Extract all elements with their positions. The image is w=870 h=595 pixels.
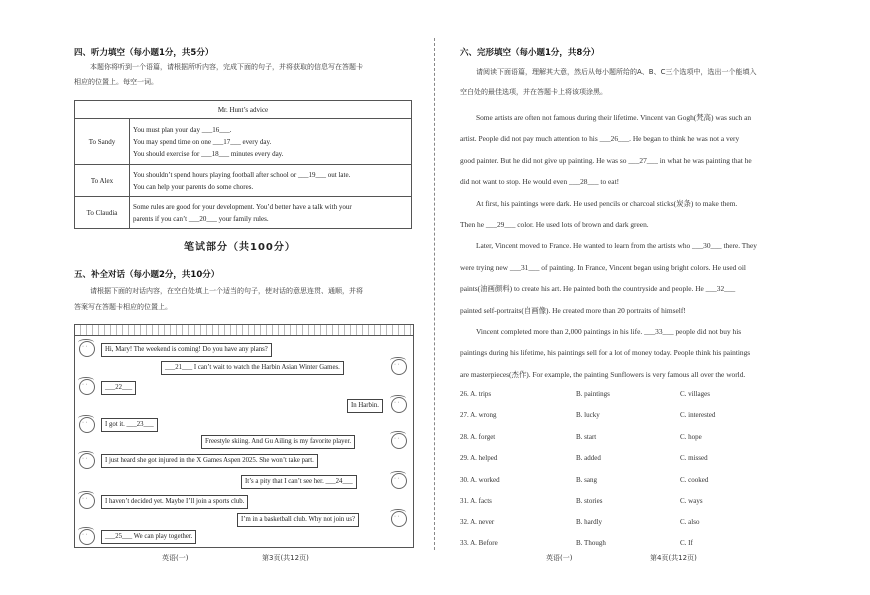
option-b: B. sang — [576, 476, 597, 484]
option-a: 29. A. helped — [460, 454, 498, 462]
passage-line: did not want to stop. He would even ___28___ to eat! — [460, 177, 620, 187]
dialog-line-right: I’m in a basketball club. Why not join us? — [237, 513, 359, 527]
boy-avatar-icon — [391, 397, 407, 413]
option-b: B. start — [576, 433, 597, 441]
option-b: B. added — [576, 454, 601, 462]
section4-instructions-2 — [74, 75, 158, 90]
advice-line: Some rules are good for your development. You’d better have a talk with your — [133, 202, 352, 211]
option-a: 28. A. forget — [460, 433, 496, 441]
instr-line: 答案写在答题卡相应的位置上。 — [74, 303, 172, 311]
option-b: B. paintings — [576, 390, 610, 398]
dialog-line-left: ___22___ — [101, 381, 136, 395]
instr-line: 请根据下面的对话内容，在空白处填上一个适当的句子，使对话的意思连贯、通顺，并将 — [90, 287, 363, 295]
instr-line: 相应的位置上。每空一词。 — [74, 78, 158, 86]
section5-instructions-2 — [74, 300, 172, 315]
section4-instructions — [90, 60, 420, 75]
footer-subject: 英语(一) — [162, 554, 189, 562]
girl-avatar-icon — [79, 379, 95, 395]
advice-line: You should exercise for ___18___ minutes every day. — [133, 149, 284, 158]
option-b: B. hardly — [576, 518, 603, 526]
girl-avatar-icon — [79, 341, 95, 357]
dialog-line-left: ___25___ We can play together. — [101, 530, 196, 544]
option-c: C. cooked — [680, 476, 709, 484]
boy-avatar-icon — [391, 433, 407, 449]
option-b: B. stories — [576, 497, 603, 505]
passage-line: artist. People did not pay much attention to his ___26___. He began to think he was not a very — [460, 134, 740, 144]
advice-row-label: To Claudia — [75, 197, 130, 229]
dialog-line-right: Freestyle skiing. And Gu Ailing is my favorite player. — [201, 435, 355, 449]
footer-subject: 英语(一) — [546, 554, 573, 562]
passage-line: At first, his paintings were dark. He used pencils or charcoal sticks(炭条) to make them. — [476, 198, 738, 208]
passage-line: were trying new ___31___ of painting. In France, Vincent began using bright colors. He used oil — [460, 262, 746, 272]
option-c: C. villages — [680, 390, 710, 398]
advice-line: You may spend time on one ___17___ every day. — [133, 137, 272, 146]
advice-row-text — [130, 119, 412, 165]
boy-avatar-icon — [391, 359, 407, 375]
dialog-topbar — [75, 325, 413, 336]
advice-row-text — [130, 165, 412, 197]
page-divider — [434, 38, 435, 550]
dialog-line-left: Hi, Mary! The weekend is coming! Do you have any plans? — [101, 343, 272, 357]
advice-table-title: Mr. Hunt’s advice — [75, 101, 412, 119]
advice-table — [74, 100, 412, 229]
advice-line: You shouldn’t spend hours playing football after school or ___19___ out late. — [133, 170, 351, 179]
girl-avatar-icon — [79, 417, 95, 433]
passage-line: Then he ___29___ color. He used lots of brown and dark green. — [460, 220, 649, 230]
option-b: B. Though — [576, 539, 606, 547]
option-a: 26. A. trips — [460, 390, 492, 398]
written-part-heading: 笔试部分（共100分） — [184, 242, 296, 253]
section5-title: 五、补全对话（每小题2分，共10分） — [74, 270, 220, 280]
advice-row-text — [130, 197, 412, 229]
dialog-line-right: It’s a pity that I can’t see her. ___24___ — [241, 475, 357, 489]
passage-line: paints(油画颜料) to create his art. He painted both the countryside and people. He ___32___ — [460, 284, 736, 294]
passage-line: Some artists are often not famous during their lifetime. Vincent van Gogh(梵高) was such an — [476, 113, 752, 122]
passage-line: painted self-portraits(自画像). He created more than 20 portraits of himself! — [460, 305, 686, 315]
section6-title: 六、完形填空（每小题1分，共8分） — [460, 48, 600, 58]
passage-line: paintings during his lifetime, his paintings sell for a lot of money today. People think his paintings — [460, 348, 751, 358]
footer-page-number: 第3页(共12页) — [262, 554, 309, 562]
passage-line: are masterpieces(杰作). For example, the painting Sunflowers is very famous all over the world. — [460, 369, 746, 379]
option-c: C. also — [680, 518, 700, 526]
option-b: B. lucky — [576, 411, 600, 419]
advice-line: parents if you can’t ___20___ your family rules. — [133, 214, 269, 223]
section5-instructions — [90, 284, 363, 299]
option-c: C. If — [680, 539, 693, 547]
instr-line: 请阅读下面语篇，理解其大意，然后从每小题所给的A、B、C三个选项中，选出一个能填入 — [476, 68, 757, 76]
footer-page-number: 第4页(共12页) — [650, 554, 697, 562]
advice-line: You must plan your day ___16___. — [133, 125, 232, 134]
girl-avatar-icon — [79, 453, 95, 469]
option-c: C. interested — [680, 411, 716, 419]
section4-title: 四、听力填空（每小题1分，共5分） — [74, 48, 214, 58]
boy-avatar-icon — [391, 473, 407, 489]
option-c: C. ways — [680, 497, 703, 505]
boy-avatar-icon — [391, 511, 407, 527]
right-page — [436, 0, 870, 595]
dialog-line-left: I haven’t decided yet. Maybe I’ll join a sports club. — [101, 495, 248, 509]
option-c: C. hope — [680, 433, 702, 441]
passage-line: Later, Vincent moved to France. He wanted to learn from the artists who ___30___ there. They — [476, 241, 757, 251]
passage-line: good painter. But he did not give up painting. He was so ___27___ in what he was painting that he — [460, 155, 752, 165]
section6-instructions-2 — [460, 85, 607, 100]
dialog-box — [74, 324, 414, 548]
section6-instructions — [476, 65, 756, 80]
cloze-passage — [460, 107, 800, 385]
dialog-line-right: ___21___ I can’t wait to watch the Harbin Asian Winter Games. — [161, 361, 344, 375]
dialog-line-right: In Harbin. — [347, 399, 383, 413]
option-c: C. missed — [680, 454, 708, 462]
advice-row-label: To Sandy — [75, 119, 130, 165]
advice-row-label: To Alex — [75, 165, 130, 197]
option-a: 27. A. wrong — [460, 411, 497, 419]
passage-line: Vincent completed more than 2,000 paintings in his life. ___33___ people did not buy his — [476, 327, 742, 337]
option-a: 32. A. never — [460, 518, 495, 526]
dialog-line-left: I just heard she got injured in the X Games Aspen 2025. She won’t take part. — [101, 454, 318, 468]
advice-line: You can help your parents do some chores. — [133, 182, 254, 191]
option-a: 30. A. worked — [460, 476, 500, 484]
instr-line: 本题你将听到一个语篇，请根据所听内容，完成下面的句子，并将获取的信息写在答题卡 — [90, 63, 363, 71]
option-a: 33. A. Before — [460, 539, 498, 547]
option-a: 31. A. facts — [460, 497, 492, 505]
girl-avatar-icon — [79, 529, 95, 545]
instr-line: 空白处的最佳选项，并在答题卡上将该项涂黑。 — [460, 88, 607, 96]
girl-avatar-icon — [79, 493, 95, 509]
dialog-line-left: I got it. ___23___ — [101, 418, 158, 432]
